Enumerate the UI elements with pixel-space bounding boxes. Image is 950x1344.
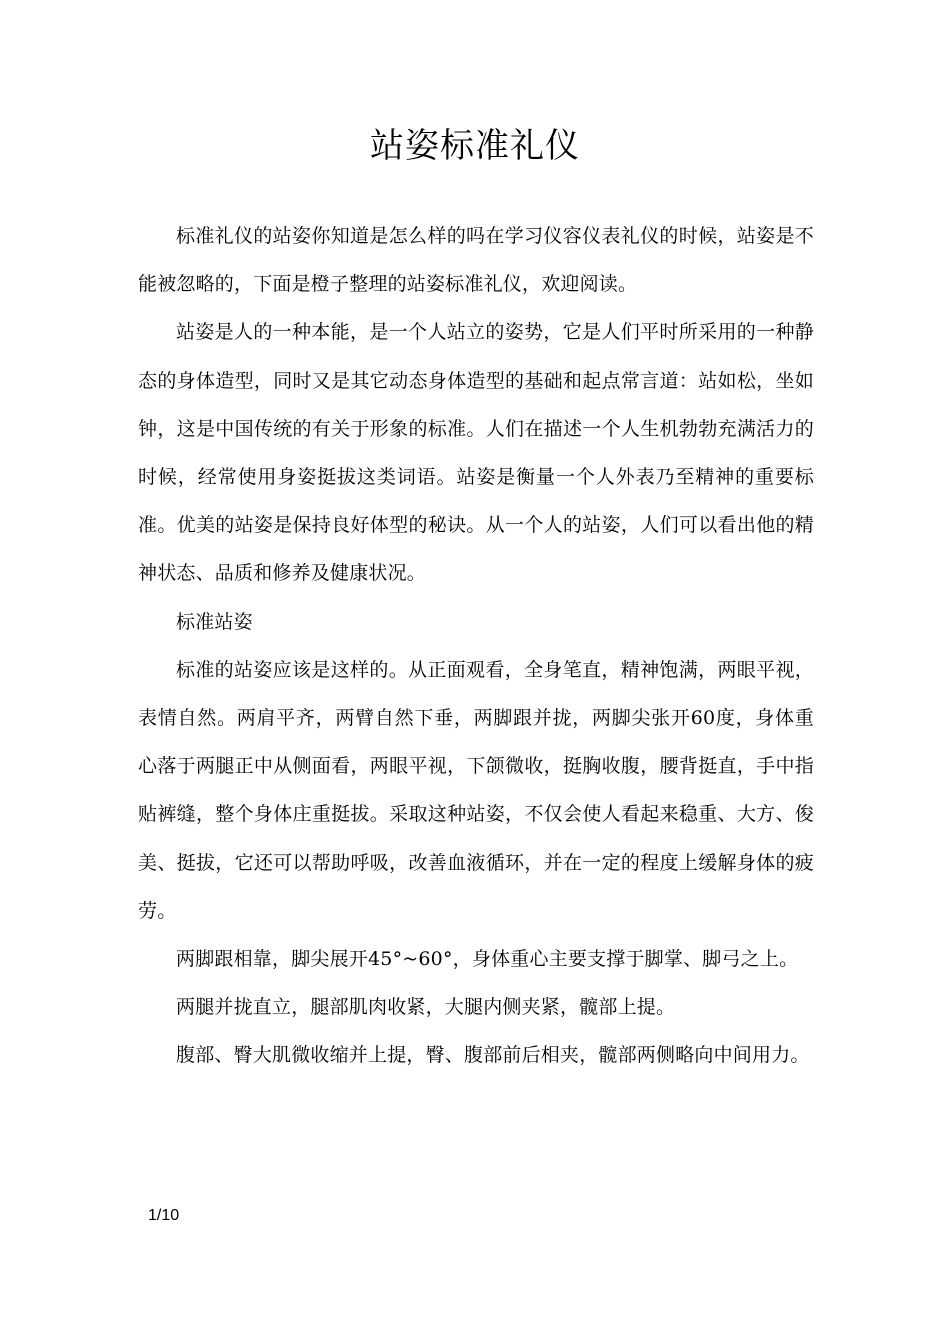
paragraph-intro: 标准礼仪的站姿你知道是怎么样的吗在学习仪容仪表礼仪的时候，站姿是不能被忽略的，下面是橙子整理的站姿标准礼仪，欢迎阅读。 [138,225,814,296]
page-number: 1/10 [148,1207,180,1224]
document-body [138,212,814,1080]
paragraph-legs: 两腿并拢直立，腿部肌肉收紧，大腿内侧夹紧，髋部上提。 [176,996,676,1019]
section-heading-standard-posture: 标准站姿 [176,610,253,633]
paragraph-feet: 两脚跟相靠，脚尖展开45°~60°，身体重心主要支撑于脚掌、脚弓之上。 [176,948,799,971]
paragraph-standard-posture: 标准的站姿应该是这样的。从正面观看，全身笔直，精神饱满，两眼平视，表情自然。两肩平齐，两臂自然下垂，两脚跟并拢，两脚尖张开60度，身体重心落于两腿正中从侧面看，两眼平视，下颌微收，挺胸收腹，腰背挺直，手中指贴裤缝，整个身体庄重挺拔。采取这种站姿，不仅会使人看起来稳重、大方、俊美、挺拔，它还可以帮助呼吸，改善血液循环，并在一定的程度上缓解身体的疲劳。 [138,658,814,922]
paragraph-definition: 站姿是人的一种本能，是一个人站立的姿势，它是人们平时所采用的一种静态的身体造型，同时又是其它动态身体造型的基础和起点常言道：站如松，坐如钟，这是中国传统的有关于形象的标准。人们在描述一个人生机勃勃充满活力的时候，经常使用身姿挺拔这类词语。站姿是衡量一个人外表乃至精神的重要标准。优美的站姿是保持良好体型的秘诀。从一个人的站姿，人们可以看出他的精神状态、品质和修养及健康状况。 [138,321,814,585]
document-title: 站姿标准礼仪 [370,126,580,166]
paragraph-abdomen: 腹部、臀大肌微收缩并上提，臀、腹部前后相夹，髋部两侧略向中间用力。 [176,1044,810,1067]
